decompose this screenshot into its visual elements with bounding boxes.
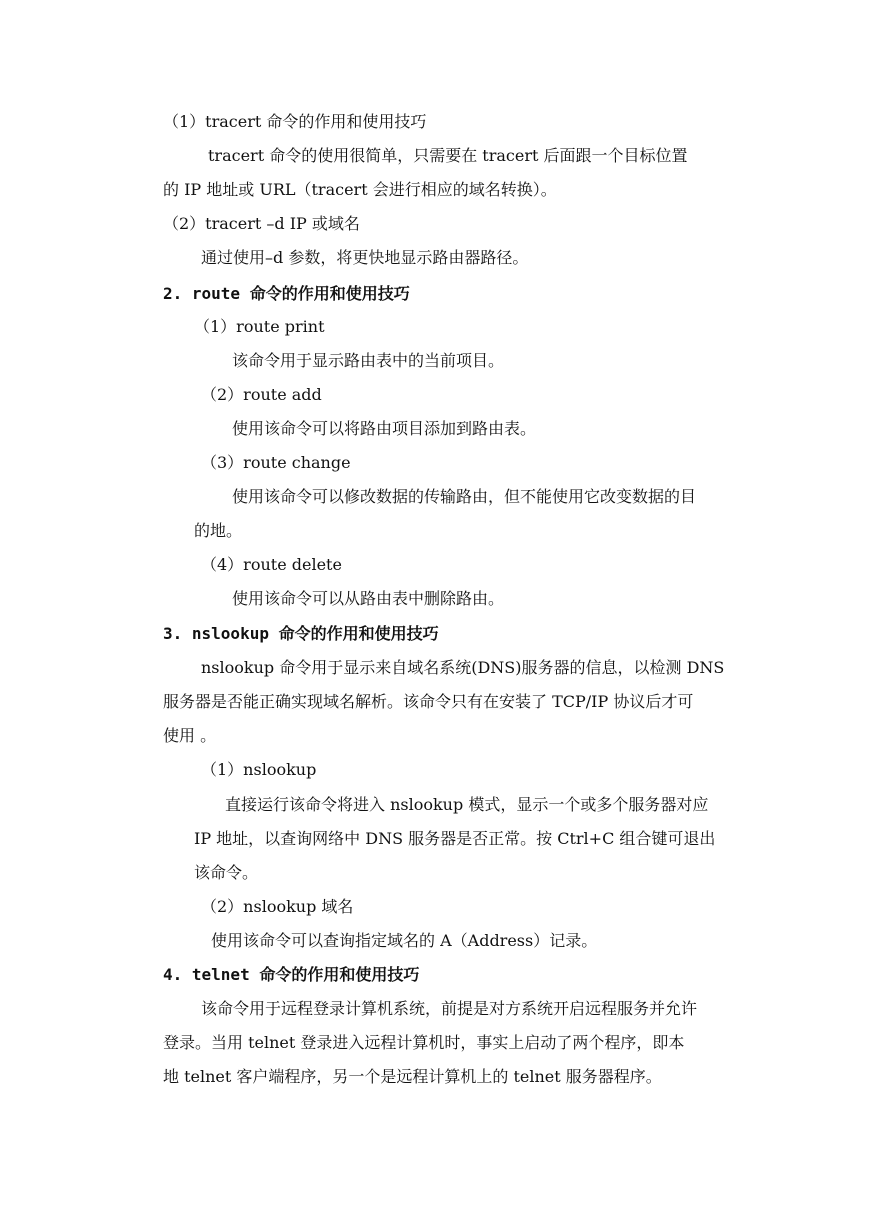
- telnet-para-line3: 地 telnet 客户端程序，另一个是远程计算机上的 telnet 服务器程序。: [163, 1067, 662, 1086]
- nslookup-item1-desc-line2: IP 地址，以查询网络中 DNS 服务器是否正常。按 Ctrl+C 组合键可退出: [194, 829, 716, 848]
- route-item4-desc: 使用该命令可以从路由表中删除路由。: [232, 589, 505, 608]
- route-item3-title: （3）route change: [201, 453, 351, 472]
- telnet-heading: 4. telnet 命令的作用和使用技巧: [163, 965, 420, 984]
- nslookup-item1-desc-line3: 该命令。: [194, 863, 259, 882]
- nslookup-item1-title: （1）nslookup: [201, 760, 317, 779]
- tracert-item2-line1: 通过使用–d 参数，将更快地显示路由器路径。: [201, 248, 529, 267]
- route-item1-desc: 该命令用于显示路由表中的当前项目。: [232, 351, 505, 370]
- tracert-item1-title: （1）tracert 命令的作用和使用技巧: [163, 112, 427, 131]
- nslookup-para-line2: 服务器是否能正确实现域名解析。该命令只有在安装了 TCP/IP 协议后才可: [163, 692, 694, 711]
- route-heading: 2. route 命令的作用和使用技巧: [163, 284, 410, 303]
- tracert-item1-line2: 的 IP 地址或 URL（tracert 会进行相应的域名转换）。: [163, 180, 557, 199]
- route-item1-title: （1）route print: [194, 317, 325, 336]
- nslookup-heading: 3. nslookup 命令的作用和使用技巧: [163, 624, 439, 643]
- telnet-para-line2: 登录。当用 telnet 登录进入远程计算机时，事实上启动了两个程序，即本: [163, 1033, 685, 1052]
- route-item4-title: （4）route delete: [201, 555, 342, 574]
- nslookup-para-line1: nslookup 命令用于显示来自域名系统(DNS)服务器的信息，以检测 DNS: [201, 658, 725, 677]
- nslookup-item1-desc-line1: 直接运行该命令将进入 nslookup 模式，显示一个或多个服务器对应: [225, 795, 709, 814]
- nslookup-para-line3: 使用 。: [163, 726, 217, 745]
- nslookup-item2-title: （2）nslookup 域名: [201, 897, 354, 916]
- route-item3-desc-line2: 的地。: [194, 521, 243, 540]
- nslookup-item2-desc: 使用该命令可以查询指定域名的 A（Address）记录。: [211, 931, 598, 950]
- route-item3-desc-line1: 使用该命令可以修改数据的传输路由，但不能使用它改变数据的目: [232, 487, 697, 506]
- route-item2-desc: 使用该命令可以将路由项目添加到路由表。: [232, 419, 537, 438]
- route-item2-title: （2）route add: [201, 385, 322, 404]
- telnet-para-line1: 该命令用于远程登录计算机系统，前提是对方系统开启远程服务并允许: [201, 999, 698, 1018]
- tracert-item2-title: （2）tracert –d IP 或域名: [163, 214, 360, 233]
- tracert-item1-line1: tracert 命令的使用很简单，只需要在 tracert 后面跟一个目标位置: [208, 146, 688, 165]
